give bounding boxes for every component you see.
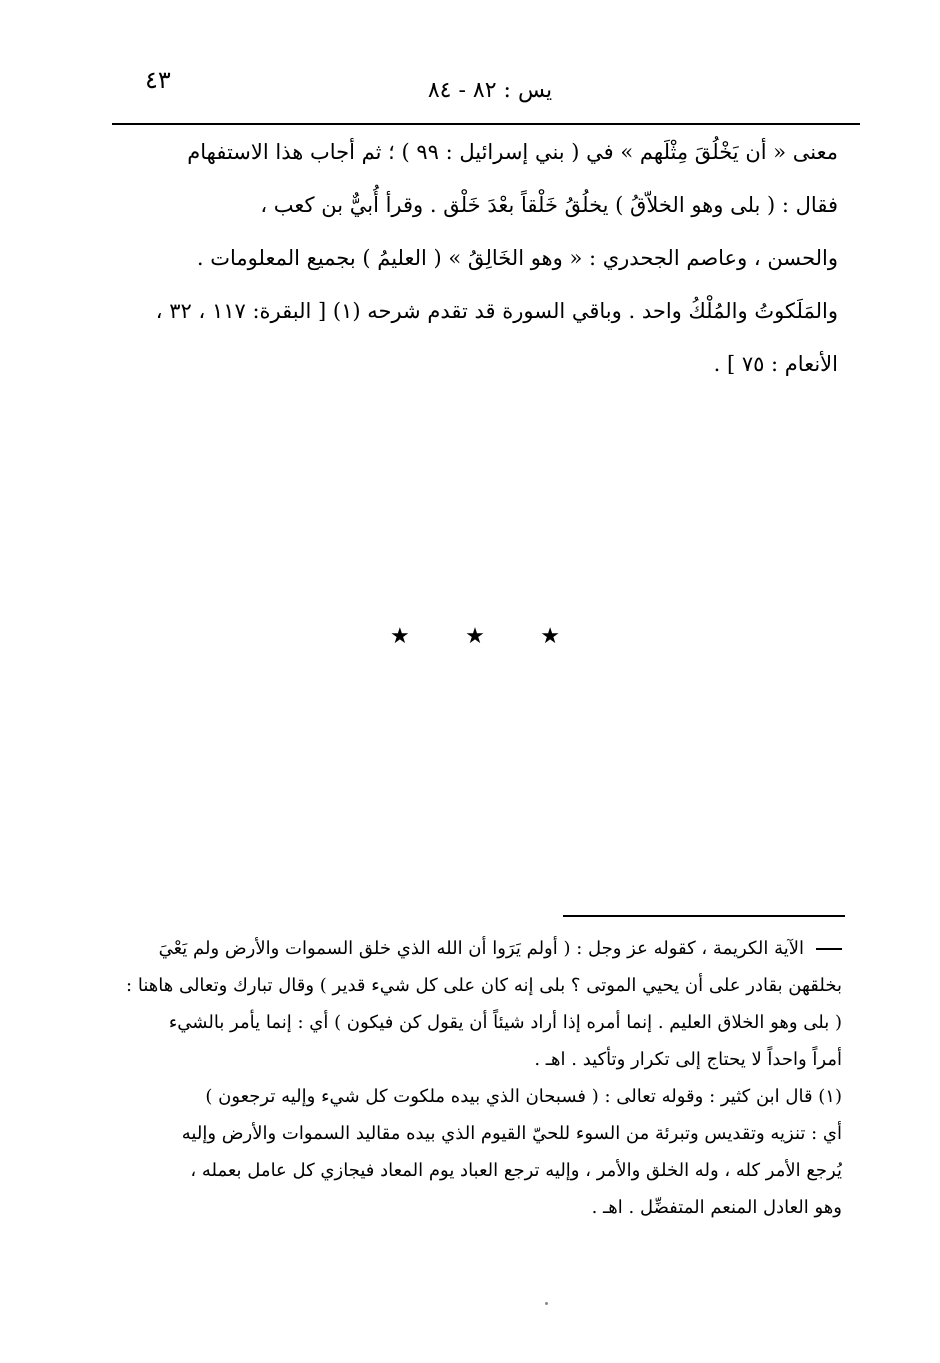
body-line: والمَلَكوتُ والمُلْكُ واحد . وباقي السورة قد تقدم شرحه (١) [ البقرة: ١١٧ ، ٣٢ ، — [155, 299, 838, 323]
footnote-line: بخلقهن بقادر على أن يحيي الموتى ؟ بلى إنه كان على كل شيء قدير ) وقال تبارك وتعالى هاهنا : — [126, 975, 842, 996]
footnote-line: أي : تنزيه وتقديس وتبرئة من السوء للحيّ القيوم الذي بيده مقاليد السموات والأرض وإليه — [181, 1123, 842, 1144]
footnote-line: أمراً واحداً لا يحتاج إلى تكرار وتأكيد . اهـ . — [534, 1049, 842, 1070]
footnote-line: وهو العادل المنعم المتفضِّل . اهـ . — [591, 1197, 842, 1218]
body-line: والحسن ، وعاصم الجحدري : « وهو الخَالِقُ » ( العليمُ ) بجميع المعلومات . — [196, 246, 838, 270]
footnote-rule — [563, 915, 845, 917]
main-body-text — [138, 126, 838, 391]
continuation-dash — [816, 948, 842, 950]
star-icon: ★ — [390, 624, 410, 649]
footnote-line-text: الآية الكريمة ، كقوله عز وجل : ( أولم يَرَوا أن الله الذي خلق السموات والأرض ولم يَعْيَ — [158, 938, 804, 959]
section-separator-stars — [390, 624, 560, 649]
body-line: معنى « أن يَخْلُقَ مِثْلَهم » في ( بني إسرائيل : ٩٩ ) ؛ ثم أجاب هذا الاستفهام — [187, 140, 838, 164]
body-line: فقال : ( بلى وهو الخلاّقُ ) يخلُقُ خَلْقاً بعْدَ خَلْق . وقرأ أُبيٌّ بن كعب ، — [260, 193, 838, 217]
scan-speck — [545, 1302, 548, 1305]
body-line: الأنعام : ٧٥ ] . — [713, 352, 838, 376]
header-rule — [112, 123, 860, 125]
running-header: يس : ٨٢ - ٨٤ — [427, 78, 553, 103]
footnote-line: (١) قال ابن كثير : وقوله تعالى : ( فسبحان الذي بيده ملكوت كل شيء وإليه ترجعون ) — [205, 1086, 842, 1107]
footnote-line: يُرجع الأمر كله ، وله الخلق والأمر ، وإليه ترجع العباد يوم المعاد فيجازي كل عامل بعمله ، — [190, 1160, 842, 1181]
footnote-line: ( بلى وهو الخلاق العليم . إنما أمره إذا أراد شيئاً أن يقول كن فيكون ) أي : إنما يأمر بالشيء — [168, 1012, 842, 1033]
star-icon: ★ — [540, 624, 560, 649]
page-number: ٤٣ — [145, 66, 171, 94]
star-icon: ★ — [465, 624, 485, 649]
footnote-line — [100, 930, 842, 967]
footnotes — [100, 930, 842, 1226]
